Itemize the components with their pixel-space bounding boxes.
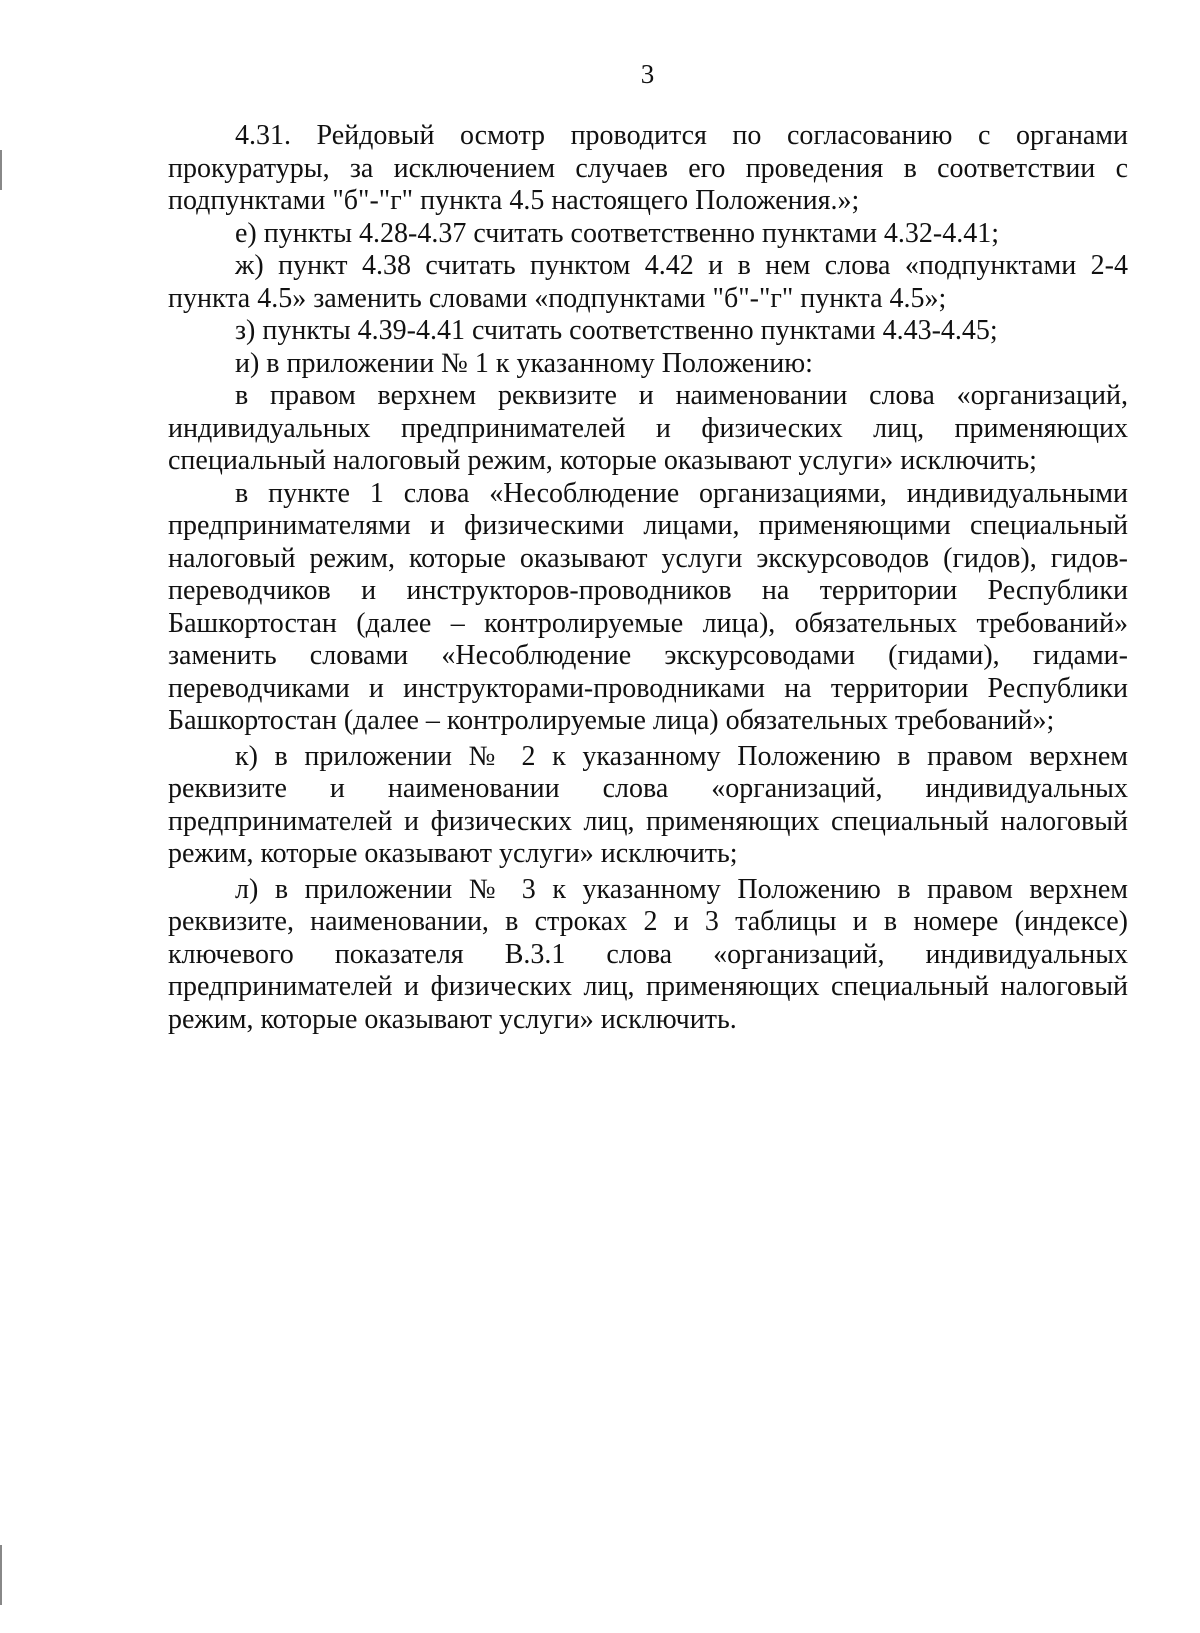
- paragraph-i-requisite: в правом верхнем реквизите и наименовании слова «организаций, индивидуальных предпринимателей и физических лиц, применяющих специальный налоговый режим, которые оказывают услуги» исключить;: [168, 380, 1128, 476]
- page-number: 3: [640, 59, 655, 89]
- document-body: [168, 120, 1128, 1036]
- paragraph-zh: ж) пункт 4.38 считать пунктом 4.42 и в нем слова «подпунктами 2-4 пункта 4.5» заменить словами «подпунктами "б"-"г" пункта 4.5»;: [168, 250, 1128, 314]
- paragraph-l: л) в приложении № 3 к указанному Положению в правом верхнем реквизите, наименовании, в строках 2 и 3 таблицы и в номере (индексе) ключевого показателя В.3.1 слова «организаций, индивидуальных предпринимателей и физических лиц, применяющих специальный налоговый режим, которые оказывают услуги» исключить.: [168, 873, 1128, 1035]
- scan-edge-mark-top: [0, 150, 2, 190]
- paragraph-z: з) пункты 4.39-4.41 считать соответственно пунктами 4.43-4.45;: [235, 315, 998, 346]
- paragraph-4-31: 4.31. Рейдовый осмотр проводится по согласованию с органами прокуратуры, за исключением случаев его проведения в соответствии с подпунктами "б"-"г" пункта 4.5 настоящего Положения.»;: [168, 120, 1128, 216]
- paragraph-e: е) пункты 4.28-4.37 считать соответственно пунктами 4.32-4.41;: [235, 217, 1000, 249]
- scan-edge-mark-bottom: [0, 1545, 2, 1605]
- paragraph-k: к) в приложении № 2 к указанному Положению в правом верхнем реквизите и наименовании слова «организаций, индивидуальных предпринимателей и физических лиц, применяющих специальный налоговый режим, которые оказывают услуги» исключить;: [168, 740, 1128, 869]
- paragraph-i-point-1: в пункте 1 слова «Несоблюдение организациями, индивидуальными предпринимателями и физическими лицами, применяющими специальный налоговый режим, которые оказывают услуги экскурсоводов (гидов), гидов-переводчиков и инструкторов-проводников на территории Республики Башкортостан (далее – контролируемые лица), обязательных требований» заменить словами «Несоблюдение экскурсоводами (гидами), гидами-переводчиками и инструкторами-проводниками на территории Республики Башкортостан (далее – контролируемые лица) обязательных требований»;: [168, 477, 1128, 736]
- paragraph-i: и) в приложении № 1 к указанному Положению:: [235, 347, 813, 379]
